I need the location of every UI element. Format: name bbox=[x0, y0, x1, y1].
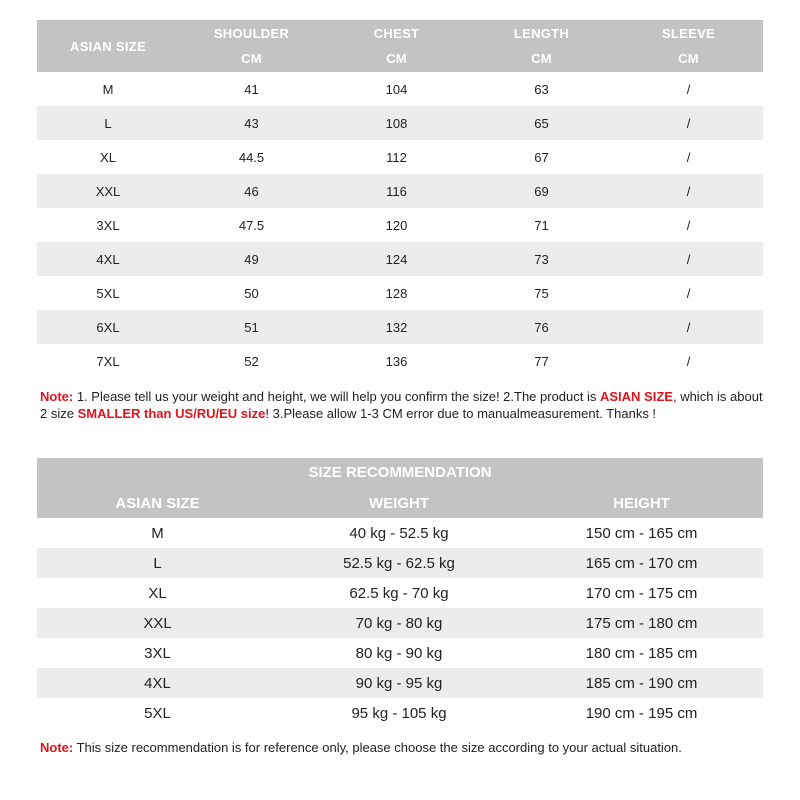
table-row bbox=[37, 242, 763, 276]
cell-height: 150 cm - 165 cm bbox=[585, 524, 698, 542]
cell-sleeve: / bbox=[686, 183, 691, 199]
cell-shoulder: 46 bbox=[244, 183, 259, 199]
header-weight: WEIGHT bbox=[369, 494, 429, 512]
header-height: HEIGHT bbox=[613, 494, 670, 512]
table-row bbox=[37, 174, 763, 208]
cell-chest: 124 bbox=[385, 251, 408, 267]
cell-size: XL bbox=[148, 584, 167, 602]
note-text: This size recommendation is for reference only, please choose the size according to your actual situation. bbox=[73, 740, 682, 755]
size-recommendation-header bbox=[37, 458, 763, 518]
cell-shoulder: 43 bbox=[244, 115, 259, 131]
cell-weight: 40 kg - 52.5 kg bbox=[349, 524, 449, 542]
cell-size: XXL bbox=[95, 183, 121, 199]
table-row bbox=[37, 638, 763, 668]
cell-size: 3XL bbox=[96, 217, 120, 233]
cell-size: 6XL bbox=[96, 319, 120, 335]
cell-length: 65 bbox=[534, 115, 549, 131]
table-row bbox=[37, 140, 763, 174]
cell-size: L bbox=[104, 115, 112, 131]
cell-size: M bbox=[151, 524, 164, 542]
cell-shoulder: 44.5 bbox=[238, 149, 265, 165]
cell-chest: 128 bbox=[385, 285, 408, 301]
table-row bbox=[37, 578, 763, 608]
cell-height: 185 cm - 190 cm bbox=[585, 674, 698, 692]
header-asian-size: ASIAN SIZE bbox=[115, 494, 200, 512]
table-row bbox=[37, 344, 763, 378]
cell-shoulder: 52 bbox=[244, 353, 259, 369]
size-recommendation-title: SIZE RECOMMENDATION bbox=[308, 464, 492, 481]
cell-height: 190 cm - 195 cm bbox=[585, 704, 698, 722]
cell-size: L bbox=[153, 554, 162, 572]
cell-sleeve: / bbox=[686, 81, 691, 97]
cell-size: 3XL bbox=[144, 644, 171, 662]
cell-weight: 80 kg - 90 kg bbox=[355, 644, 443, 662]
cell-length: 63 bbox=[534, 81, 549, 97]
cell-sleeve: / bbox=[686, 115, 691, 131]
table-row bbox=[37, 106, 763, 140]
cell-size: XL bbox=[100, 149, 116, 165]
cell-length: 75 bbox=[534, 285, 549, 301]
note-text: , which is about 2 size bbox=[40, 389, 763, 421]
cell-sleeve: / bbox=[686, 149, 691, 165]
cell-shoulder: 41 bbox=[244, 81, 259, 97]
table-row bbox=[37, 518, 763, 548]
cell-weight: 52.5 kg - 62.5 kg bbox=[343, 554, 455, 572]
size-chart-table bbox=[37, 20, 763, 378]
table-row bbox=[37, 668, 763, 698]
cell-chest: 120 bbox=[385, 217, 408, 233]
cell-length: 67 bbox=[534, 149, 549, 165]
size-recommendation-table bbox=[37, 458, 763, 728]
table-row bbox=[37, 276, 763, 310]
cell-size: XXL bbox=[143, 614, 172, 632]
cell-length: 71 bbox=[534, 217, 549, 233]
table-row bbox=[37, 72, 763, 106]
table-row bbox=[37, 310, 763, 344]
size-chart-note bbox=[40, 388, 765, 422]
size-recommendation-note bbox=[40, 738, 760, 757]
cell-shoulder: 50 bbox=[244, 285, 259, 301]
cell-weight: 70 kg - 80 kg bbox=[355, 614, 443, 632]
header-shoulder: SHOULDER CM bbox=[213, 26, 290, 66]
cell-size: 4XL bbox=[144, 674, 171, 692]
cell-size: M bbox=[102, 81, 114, 97]
size-chart-header bbox=[37, 20, 763, 72]
cell-shoulder: 47.5 bbox=[238, 217, 265, 233]
cell-chest: 112 bbox=[386, 149, 407, 165]
cell-sleeve: / bbox=[686, 353, 691, 369]
cell-chest: 132 bbox=[385, 319, 408, 335]
table-row bbox=[37, 698, 763, 728]
cell-shoulder: 51 bbox=[244, 319, 259, 335]
table-row bbox=[37, 608, 763, 638]
cell-length: 77 bbox=[534, 353, 549, 369]
cell-sleeve: / bbox=[686, 319, 691, 335]
cell-length: 73 bbox=[534, 251, 549, 267]
header-chest: CHEST CM bbox=[373, 26, 420, 66]
cell-height: 170 cm - 175 cm bbox=[585, 584, 698, 602]
cell-height: 180 cm - 185 cm bbox=[585, 644, 698, 662]
header-length: LENGTH CM bbox=[513, 26, 570, 66]
cell-length: 69 bbox=[534, 183, 549, 199]
cell-chest: 108 bbox=[385, 115, 408, 131]
table-row bbox=[37, 208, 763, 242]
cell-chest: 136 bbox=[385, 353, 408, 369]
cell-sleeve: / bbox=[686, 217, 691, 233]
cell-sleeve: / bbox=[686, 251, 691, 267]
header-asian-size: ASIAN SIZE bbox=[70, 38, 146, 54]
cell-height: 175 cm - 180 cm bbox=[585, 614, 698, 632]
cell-chest: 104 bbox=[385, 81, 408, 97]
note-text: 1. Please tell us your weight and height, we will help you confirm the size! 2.The product is bbox=[73, 389, 600, 404]
note-highlight-smaller: SMALLER than US/RU/EU size bbox=[77, 406, 266, 421]
table-row bbox=[37, 548, 763, 578]
cell-height: 165 cm - 170 cm bbox=[585, 554, 698, 572]
cell-size: 4XL bbox=[96, 251, 120, 267]
note-label: Note: bbox=[40, 389, 74, 404]
note-highlight-asian-size: ASIAN SIZE bbox=[600, 389, 673, 404]
header-sleeve: SLEEVE CM bbox=[661, 26, 716, 66]
cell-chest: 116 bbox=[386, 183, 407, 199]
cell-weight: 90 kg - 95 kg bbox=[355, 674, 443, 692]
cell-weight: 95 kg - 105 kg bbox=[351, 704, 447, 722]
cell-shoulder: 49 bbox=[244, 251, 259, 267]
cell-size: 7XL bbox=[96, 353, 120, 369]
cell-sleeve: / bbox=[686, 285, 691, 301]
cell-length: 76 bbox=[534, 319, 549, 335]
cell-weight: 62.5 kg - 70 kg bbox=[349, 584, 449, 602]
cell-size: 5XL bbox=[96, 285, 120, 301]
cell-size: 5XL bbox=[144, 704, 171, 722]
note-text: ! 3.Please allow 1-3 CM error due to manualmeasurement. Thanks ! bbox=[265, 406, 657, 421]
note-label: Note: bbox=[40, 740, 74, 755]
